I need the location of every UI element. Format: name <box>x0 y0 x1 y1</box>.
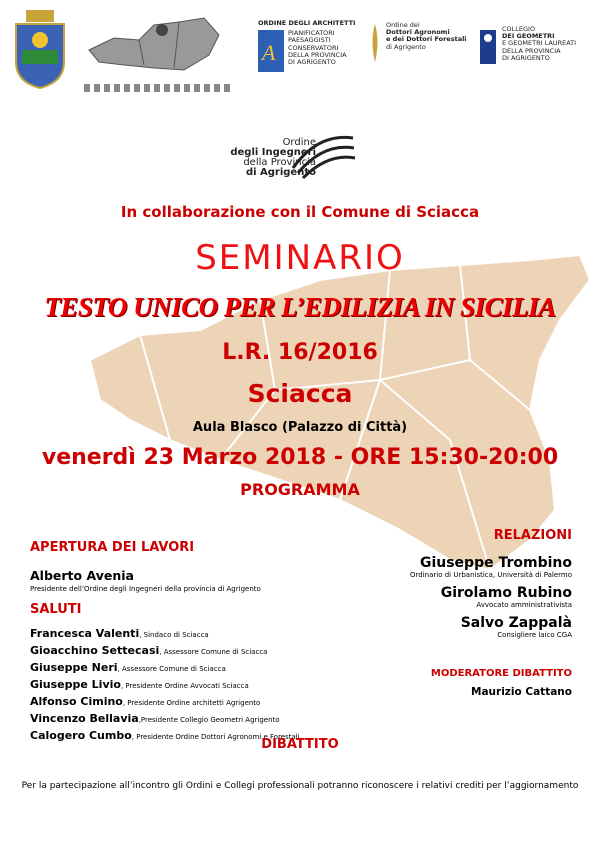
saluti-role: ,Presidente Collegio Geometri Agrigento <box>138 716 280 724</box>
saluti-item <box>30 660 300 677</box>
ordine-agronomi-logo <box>368 22 468 78</box>
ordine-architetti-logo <box>258 20 358 82</box>
saluti-list <box>30 626 300 745</box>
saluti-role: , Assessore Comune di Sciacca <box>117 665 226 673</box>
geometri-line: DELLA PROVINCIA <box>502 46 561 55</box>
geometri-line: DI AGRIGENTO <box>502 53 550 62</box>
event-type-heading: SEMINARIO <box>195 238 405 278</box>
saluti-name: Gioacchino Settecasi <box>30 644 160 657</box>
venue: Aula Blasco (Palazzo di Città) <box>192 420 408 435</box>
saluti-item <box>30 677 300 694</box>
moderator-name: Maurizio Cattano <box>471 686 572 698</box>
geometri-line: COLLEGIO <box>502 25 536 33</box>
saluti-role: , Presidente Ordine Avvocati Sciacca <box>120 682 249 690</box>
ingegneri-line: della Provincia <box>243 157 316 168</box>
saluti-name: Alfonso Cimino <box>30 695 123 708</box>
architetti-line: CONSERVATORI <box>288 43 339 52</box>
speaker-role: Consigliere laico CGA <box>497 631 572 639</box>
relazioni-list <box>312 555 572 639</box>
agronomi-line: di Agrigento <box>386 42 426 51</box>
svg-text:A: A <box>262 40 276 66</box>
saluti-name: Giuseppe Livio <box>30 678 121 691</box>
speaker-name: Salvo Zappalà <box>460 615 572 631</box>
speaker-role: Ordinario di Urbanistica, Università di Palermo <box>410 571 572 579</box>
saluti-title: SALUTI <box>30 602 82 617</box>
municipal-crest-logo <box>8 10 72 90</box>
opening-title: APERTURA DEI LAVORI <box>30 540 195 555</box>
architetti-emblem-icon <box>258 30 284 72</box>
architetti-title: ORDINE DEGLI ARCHITETTI <box>258 19 356 27</box>
moderator-title: MODERATORE DIBATTITO <box>430 668 572 679</box>
ingegneri-line: Ordine <box>282 137 316 148</box>
footer-note: Per la partecipazione all’incontro gli Ordini e Collegi professionali potranno riconoscere i relativi crediti per l’aggiornamento <box>21 781 579 791</box>
saluti-item <box>30 711 300 728</box>
architetti-line: PAESAGGISTI <box>288 36 331 45</box>
geometri-line: DEI GEOMETRI <box>502 32 555 41</box>
saluti-role: , Sindaco di Sciacca <box>139 631 209 639</box>
opening-speaker-name: Alberto Avenia <box>30 568 134 583</box>
geometri-emblem-icon <box>478 26 498 68</box>
seminar-title: TESTO UNICO PER L’EDILIZIA IN SICILIA <box>44 292 556 322</box>
saluti-name: Giuseppe Neri <box>30 661 118 674</box>
province-map-logo <box>84 10 224 80</box>
geometri-line: E GEOMETRI LAUREATI <box>502 39 577 48</box>
program-label: PROGRAMMA <box>240 480 360 499</box>
saluti-role: , Presidente Ordine architetti Agrigento <box>122 699 261 707</box>
ingegneri-line: degli Ingegneri <box>230 147 316 158</box>
collegio-geometri-logo <box>478 26 594 78</box>
saluti-role: , Assessore Comune di Sciacca <box>159 648 268 656</box>
city-name: Sciacca <box>247 379 353 408</box>
architetti-line: DELLA PROVINCIA <box>288 50 347 59</box>
agronomi-line: Ordine dei <box>386 21 420 29</box>
architetti-line: PIANIFICATORI <box>288 29 335 38</box>
law-reference: L.R. 16/2016 <box>222 340 378 365</box>
ordine-ingegneri-logo <box>218 128 368 188</box>
saluti-name: Francesca Valenti <box>30 627 140 640</box>
saluti-name: Vincenzo Bellavia <box>30 712 139 725</box>
saluti-item <box>30 694 300 711</box>
date-time: venerdì 23 Marzo 2018 - ORE 15:30-20:00 <box>41 445 559 470</box>
agronomi-line: e dei Dottori Forestali <box>386 35 467 44</box>
speaker-role: Avvocato amministrativista <box>476 601 572 609</box>
collaboration-line: In collaborazione con il Comune di Sciacca <box>120 203 480 221</box>
architetti-line: DI AGRIGENTO <box>288 58 336 67</box>
saluti-name: Calogero Cumbo <box>30 729 132 742</box>
opening-speaker-role: Presidente dell’Ordine degli Ingegneri della provincia di Agrigento <box>30 585 261 593</box>
agronomi-emblem-icon <box>368 22 382 62</box>
ingegneri-line: di Agrigento <box>245 167 316 178</box>
saluti-item <box>30 626 300 643</box>
agronomi-line: Dottori Agronomi <box>386 28 450 37</box>
relazioni-title: RELAZIONI <box>493 528 572 543</box>
speaker-name: Giuseppe Trombino <box>419 555 572 571</box>
municipal-crests-strip <box>84 84 234 92</box>
saluti-item <box>30 643 300 660</box>
speaker-name: Girolamo Rubino <box>440 585 572 601</box>
saluti-role: , Presidente Ordine Dottori Agronomi e Forestali <box>131 733 300 741</box>
debate-heading: DIBATTITO <box>261 737 339 752</box>
